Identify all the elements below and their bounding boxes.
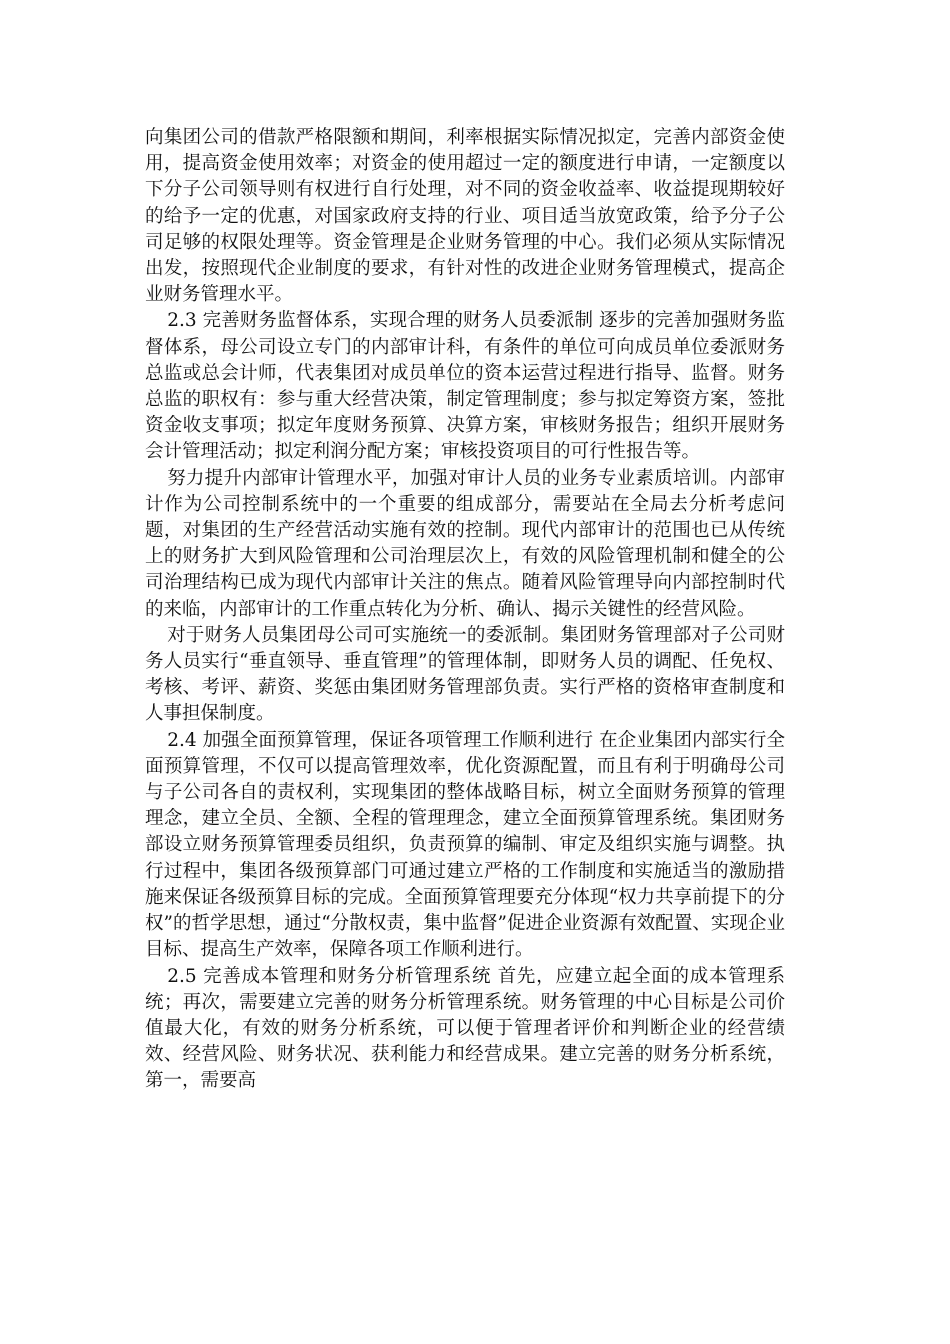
paragraph-delegation: 对于财务人员集团母公司可实施统一的委派制。集团财务管理部对子公司财务人员实行“垂直领导、垂直管理”的管理体制，即财务人员的调配、任免权、考核、考评、薪资、奖惩由集团财务管理部负责。实行严格的资格审查制度和人事担保制度。 <box>145 624 785 725</box>
paragraph-section-2-3: 2.3 完善财务监督体系，实现合理的财务人员委派制 逐步的完善加强财务监督体系，母公司设立专门的内部审计科，有条件的单位可向成员单位委派财务总监或总会计师，代表集团对成员单位的资本运营过程进行指导、监督。财务总监的职权有：参与重大经营决策，制定管理制度；参与拟定筹资方案，签批资金收支事项；拟定年度财务预算、决算方案，审核财务报告；组织开展财务会计管理活动；拟定利润分配方案；审核投资项目的可行性报告等。 <box>145 310 785 463</box>
paragraph-1: 向集团公司的借款严格限额和期间，利率根据实际情况拟定，完善内部资金使用，提高资金使用效率；对资金的使用超过一定的额度进行申请，一定额度以下分子公司领导则有权进行自行处理，对不同的资金收益率、收益提现期较好的给予一定的优惠，对国家政府支持的行业、项目适当放宽政策，给予分子公司足够的权限处理等。资金管理是企业财务管理的中心。我们必须从实际情况出发，按照现代企业制度的要求，有针对性的改进企业财务管理模式，提高企业财务管理水平。 <box>145 127 785 306</box>
paragraph-internal-audit: 努力提升内部审计管理水平，加强对审计人员的业务专业素质培训。内部审计作为公司控制系统中的一个重要的组成部分，需要站在全局去分析考虑问题，对集团的生产经营活动实施有效的控制。现代内部审计的范围也已从传统上的财务扩大到风险管理和公司治理层次上，有效的风险管理机制和健全的公司治理结构已成为现代内部审计关注的焦点。随着风险管理导向内部控制时代的来临，内部审计的工作重点转化为分析、确认、揭示关键性的经营风险。 <box>145 467 785 620</box>
document-page <box>145 125 785 1095</box>
paragraph-section-2-4: 2.4 加强全面预算管理，保证各项管理工作顺利进行 在企业集团内部实行全面预算管理，不仅可以提高管理效率，优化资源配置，而且有利于明确母公司与子公司各自的责权利，实现集团的整体战略目标，树立全面财务预算的管理理念，建立全员、全额、全程的管理理念，建立全面预算管理系统。集团财务部设立财务预算管理委员组织，负责预算的编制、审定及组织实施与调整。执行过程中，集团各级预算部门可通过建立严格的工作制度和实施适当的激励措施来保证各级预算目标的完成。全面预算管理要充分体现“权力共享前提下的分权”的哲学思想，通过“分散权责，集中监督”促进企业资源有效配置、实现企业目标、提高生产效率，保障各项工作顺利进行。 <box>145 729 785 961</box>
paragraph-section-2-5: 2.5 完善成本管理和财务分析管理系统 首先，应建立起全面的成本管理系统；再次，需要建立完善的财务分析管理系统。财务管理的中心目标是公司价值最大化，有效的财务分析系统，可以便于管理者评价和判断企业的经营绩效、经营风险、财务状况、获利能力和经营成果。建立完善的财务分析系统，第一，需要高 <box>145 965 785 1092</box>
